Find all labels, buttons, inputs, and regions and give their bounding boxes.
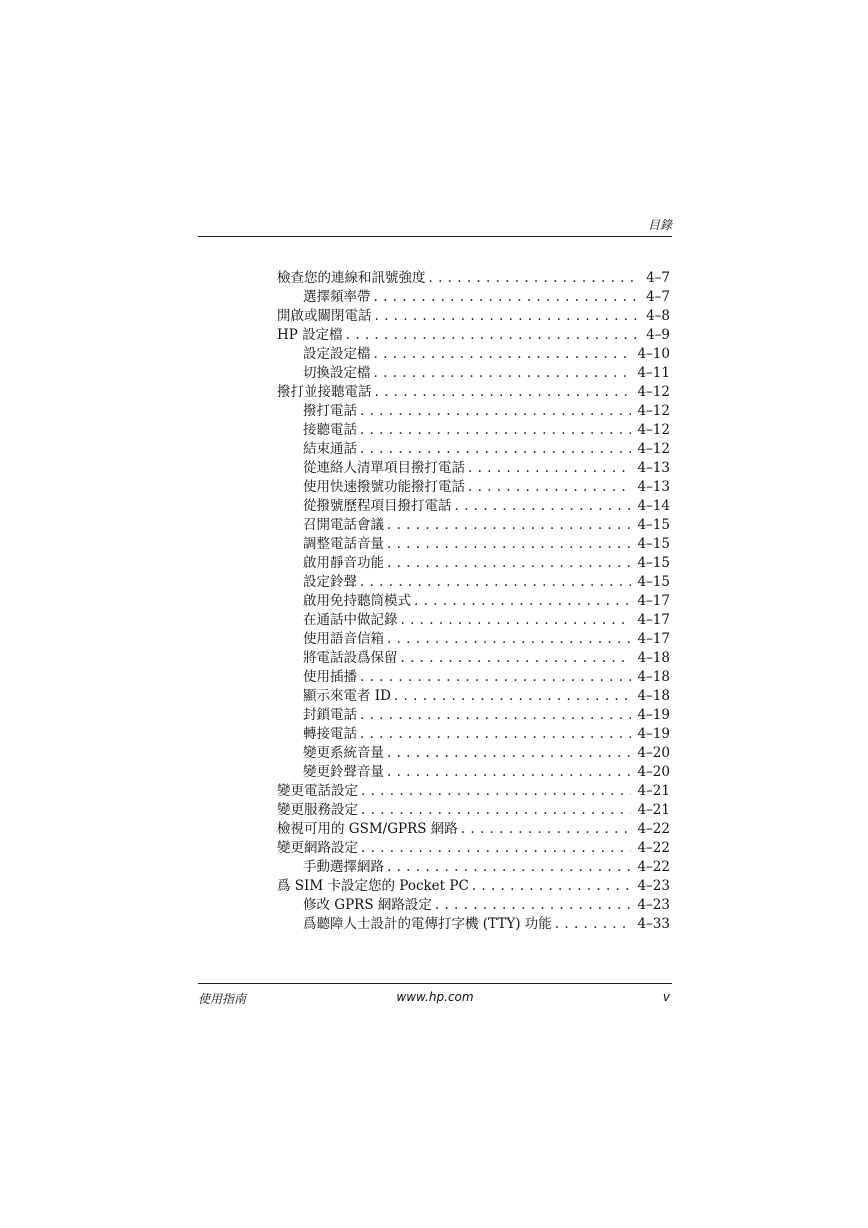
toc-entry-page: 4–18: [637, 669, 670, 685]
toc-entry-page: 4–19: [637, 707, 670, 723]
toc-entry-title: 從連絡人清單項目撥打電話: [303, 460, 465, 476]
toc-entry-page: 4–17: [637, 593, 670, 609]
toc-entry-title: 修改 GPRS 網路設定: [303, 897, 432, 913]
toc-entry-title: 啟用靜音功能: [303, 555, 384, 571]
toc-entry[interactable]: [277, 706, 670, 725]
toc-entry[interactable]: [277, 440, 670, 459]
footer-guide-title: 使用指南: [198, 992, 247, 1006]
toc-entry[interactable]: [277, 402, 670, 421]
toc-dot-leader: [371, 288, 641, 307]
toc-entry-title: 變更電話設定: [277, 783, 358, 799]
toc-entry-title: 使用插播: [303, 669, 357, 685]
toc-entry-title: 封鎖電話: [303, 707, 357, 723]
toc-entry-page: 4–18: [637, 688, 670, 704]
toc-dot-leader: [358, 801, 631, 820]
toc-entry-page: 4–19: [637, 726, 670, 742]
toc-dot-leader: [358, 782, 631, 801]
toc-dot-leader: [357, 725, 631, 744]
toc-dot-leader: [384, 763, 631, 782]
toc-entry[interactable]: [277, 687, 670, 706]
toc-entry-title: 變更鈴聲音量: [303, 764, 384, 780]
toc-entry-title: 在通話中做記錄: [303, 612, 398, 628]
toc-entry-title: 開啟或關閉電話: [277, 308, 372, 324]
toc-entry-page: 4–23: [637, 897, 670, 913]
footer-page-number: v: [662, 990, 670, 1004]
toc-entry-page: 4–22: [637, 821, 670, 837]
toc-entry-title: 設定鈴聲: [303, 574, 357, 590]
toc-entry-title: 撥打並接聽電話: [277, 384, 372, 400]
toc-dot-leader: [384, 744, 631, 763]
toc-dot-leader: [372, 383, 632, 402]
toc-entry[interactable]: [277, 288, 670, 307]
toc-entry[interactable]: [277, 535, 670, 554]
toc-entry[interactable]: [277, 326, 670, 345]
toc-entry-title: 變更網路設定: [277, 840, 358, 856]
toc-dot-leader: [391, 687, 632, 706]
toc-entry[interactable]: [277, 649, 670, 668]
toc-dot-leader: [371, 364, 632, 383]
toc-entry[interactable]: [277, 801, 670, 820]
toc-entry-title: 召開電話會議: [303, 517, 384, 533]
toc-entry-page: 4–15: [637, 574, 670, 590]
toc-entry-page: 4–18: [637, 650, 670, 666]
toc-dot-leader: [384, 535, 631, 554]
toc-entry[interactable]: [277, 896, 670, 915]
toc-entry[interactable]: [277, 782, 670, 801]
header-rule: [198, 236, 672, 237]
toc-entry[interactable]: [277, 497, 670, 516]
toc-dot-leader: [372, 307, 641, 326]
toc-entry[interactable]: [277, 421, 670, 440]
toc-entry-page: 4–17: [637, 631, 670, 647]
toc-entry[interactable]: [277, 820, 670, 839]
toc-entry[interactable]: [277, 269, 670, 288]
toc-dot-leader: [465, 478, 631, 497]
toc-entry-title: 選擇頻率帶: [303, 289, 371, 305]
toc-entry-title: 顯示來電者 ID: [303, 688, 391, 704]
toc-entry-page: 4–11: [637, 365, 670, 381]
toc-entry[interactable]: [277, 516, 670, 535]
toc-dot-leader: [398, 649, 632, 668]
toc-entry-page: 4–12: [637, 422, 670, 438]
toc-dot-leader: [357, 668, 631, 687]
toc-entry-title: 手動選擇網路: [303, 859, 384, 875]
toc-entry-title: 爲 SIM 卡設定您的 Pocket PC: [277, 878, 469, 894]
toc-entry-page: 4–22: [637, 859, 670, 875]
page-footer: [198, 990, 672, 1006]
toc-dot-leader: [358, 839, 631, 858]
toc-dot-leader: [411, 592, 631, 611]
toc-entry[interactable]: [277, 744, 670, 763]
toc-entry[interactable]: [277, 364, 670, 383]
toc-entry-page: 4–8: [646, 308, 670, 324]
toc-dot-leader: [426, 269, 641, 288]
running-header: 目錄: [647, 218, 672, 232]
table-of-contents: [277, 269, 670, 934]
toc-entry-title: 切換設定檔: [303, 365, 371, 381]
toc-entry-title: 使用語音信箱: [303, 631, 384, 647]
toc-entry[interactable]: [277, 307, 670, 326]
toc-entry[interactable]: [277, 459, 670, 478]
toc-entry[interactable]: [277, 592, 670, 611]
toc-entry-page: 4–20: [637, 764, 670, 780]
toc-dot-leader: [357, 573, 631, 592]
toc-entry[interactable]: [277, 668, 670, 687]
toc-entry[interactable]: [277, 858, 670, 877]
toc-entry-title: 轉接電話: [303, 726, 357, 742]
toc-dot-leader: [371, 345, 632, 364]
toc-dot-leader: [432, 896, 632, 915]
toc-entry-title: 結束通話: [303, 441, 357, 457]
footer-url: www.hp.com: [396, 990, 474, 1004]
toc-entry-page: 4–7: [646, 289, 670, 305]
toc-dot-leader: [357, 706, 631, 725]
toc-dot-leader: [552, 915, 632, 934]
toc-dot-leader: [384, 858, 631, 877]
toc-entry[interactable]: [277, 554, 670, 573]
toc-entry-page: 4–21: [637, 783, 670, 799]
toc-entry-page: 4–9: [646, 327, 670, 343]
toc-entry-title: 檢查您的連線和訊號強度: [277, 270, 426, 286]
toc-entry[interactable]: [277, 478, 670, 497]
toc-entry[interactable]: [277, 877, 670, 896]
toc-dot-leader: [343, 326, 640, 345]
toc-entry-title: 調整電話音量: [303, 536, 384, 552]
toc-entry-title: 變更系統音量: [303, 745, 384, 761]
toc-dot-leader: [357, 402, 631, 421]
toc-entry-page: 4–15: [637, 555, 670, 571]
toc-entry-title: 啟用免持聽筒模式: [303, 593, 411, 609]
toc-entry-page: 4–7: [646, 270, 670, 286]
toc-entry-title: 撥打電話: [303, 403, 357, 419]
toc-entry[interactable]: [277, 611, 670, 630]
toc-entry-page: 4–14: [637, 498, 670, 514]
toc-entry-page: 4–33: [637, 916, 670, 932]
toc-entry-page: 4–12: [637, 441, 670, 457]
toc-dot-leader: [398, 611, 632, 630]
toc-dot-leader: [357, 440, 631, 459]
toc-entry-page: 4–13: [637, 479, 670, 495]
toc-entry-page: 4–10: [637, 346, 670, 362]
toc-entry-title: 使用快速撥號功能撥打電話: [303, 479, 465, 495]
toc-entry-page: 4–13: [637, 460, 670, 476]
toc-entry-page: 4–21: [637, 802, 670, 818]
toc-entry-title: 設定設定檔: [303, 346, 371, 362]
toc-entry-title: 變更服務設定: [277, 802, 358, 818]
toc-entry-page: 4–12: [637, 403, 670, 419]
toc-entry[interactable]: [277, 383, 670, 402]
toc-entry[interactable]: [277, 763, 670, 782]
toc-dot-leader: [452, 497, 632, 516]
toc-entry-page: 4–15: [637, 536, 670, 552]
toc-entry[interactable]: [277, 915, 670, 934]
toc-entry-page: 4–20: [637, 745, 670, 761]
toc-entry[interactable]: [277, 345, 670, 364]
toc-dot-leader: [384, 516, 631, 535]
toc-entry[interactable]: [277, 839, 670, 858]
toc-entry-title: 接聽電話: [303, 422, 357, 438]
toc-entry-page: 4–17: [637, 612, 670, 628]
toc-dot-leader: [384, 630, 631, 649]
toc-entry[interactable]: [277, 725, 670, 744]
toc-entry[interactable]: [277, 630, 670, 649]
toc-entry-page: 4–22: [637, 840, 670, 856]
toc-entry-page: 4–15: [637, 517, 670, 533]
toc-entry-title: HP 設定檔: [277, 327, 343, 343]
toc-dot-leader: [469, 877, 632, 896]
toc-entry-title: 檢視可用的 GSM/GPRS 網路: [277, 821, 458, 837]
toc-dot-leader: [357, 421, 631, 440]
toc-entry[interactable]: [277, 573, 670, 592]
toc-entry-page: 4–23: [637, 878, 670, 894]
footer-rule: [198, 983, 672, 984]
toc-dot-leader: [465, 459, 631, 478]
toc-entry-title: 從撥號歷程項目撥打電話: [303, 498, 452, 514]
toc-dot-leader: [384, 554, 631, 573]
toc-entry-title: 將電話設爲保留: [303, 650, 398, 666]
toc-entry-title: 爲聽障人士設計的電傳打字機 (TTY) 功能: [303, 916, 552, 932]
toc-entry-page: 4–12: [637, 384, 670, 400]
toc-dot-leader: [458, 820, 632, 839]
